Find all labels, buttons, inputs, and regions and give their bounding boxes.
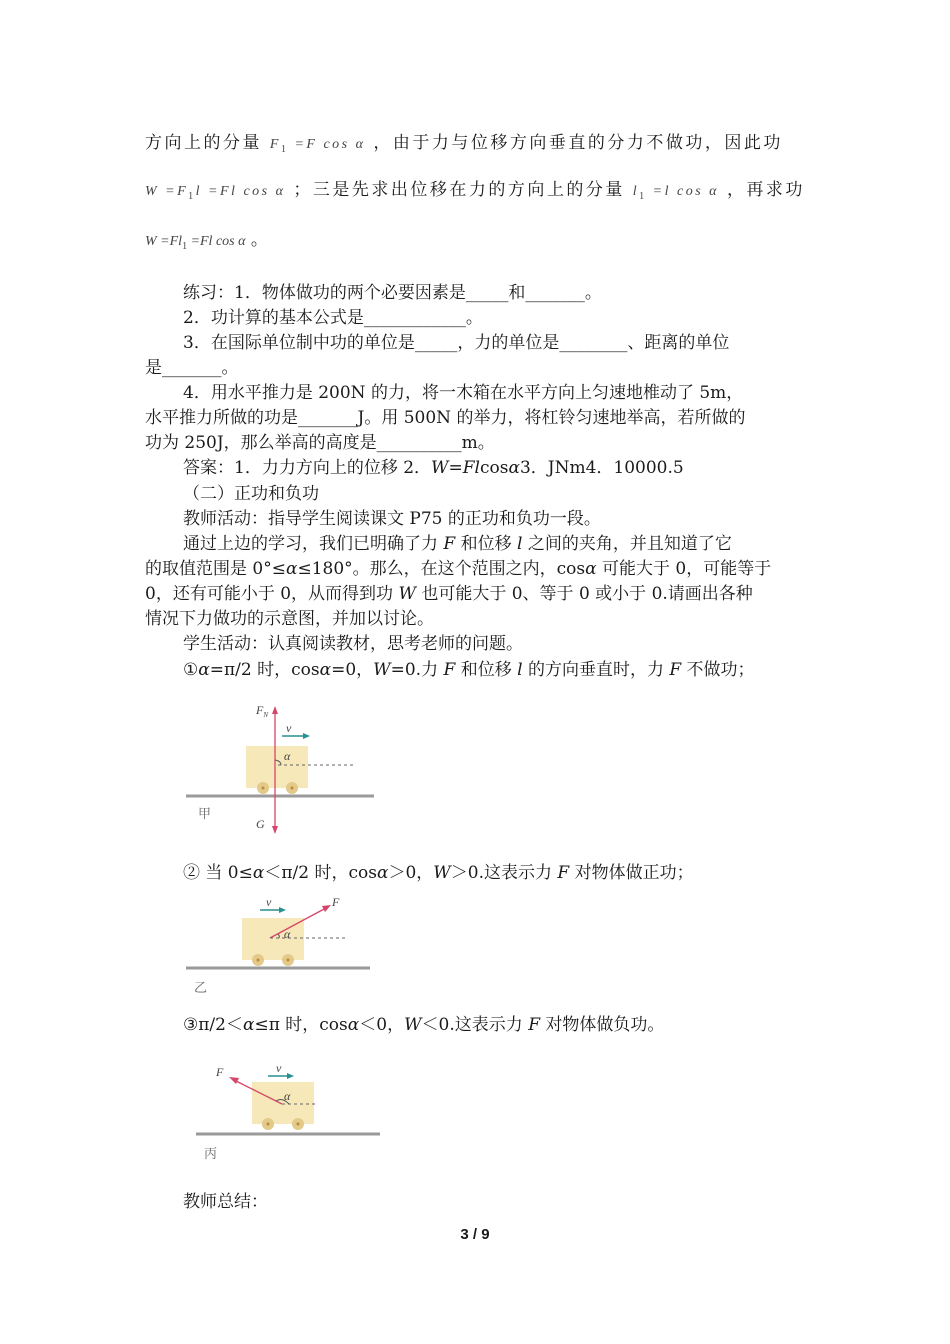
exercise-3b: 是_______。 [145, 358, 239, 378]
label-f: F [332, 895, 340, 909]
figure-perpendicular-force [186, 690, 382, 838]
text: ；三是先求出位移在力的方向上的分量 [293, 180, 625, 200]
paragraph-line-1: 通过上边的学习，我们已明确了力 F 和位移 l 之间的夹角，并且知道了它 [183, 534, 732, 554]
exercise-4b: 水平推力所做的功是_______J。用 500N 的举力，将杠铃匀速地举高，若所做的 [145, 408, 746, 428]
text: 。 [250, 230, 268, 250]
exercise-4a: 4．用水平推力是 200N 的力，将一木箱在水平方向上匀速地椎动了 5m， [183, 383, 744, 403]
text: ，由于力与位移方向垂直的分力不做功，因此功 [373, 133, 783, 153]
exercise-2: 2．功计算的基本公式是____________。 [183, 308, 483, 328]
label-fn: $F_N$ [256, 703, 269, 719]
page-number: 3 / 9 [460, 1226, 490, 1243]
arrow-down-icon [272, 826, 278, 834]
paragraph-line-4: 情况下力做功的示意图，并加以讨论。 [145, 609, 434, 629]
label-v: v [286, 721, 292, 735]
intro-line-3 [145, 228, 805, 259]
answer-line: 答案：1．力力方向上的位移 2．W=Flcosα3．JNm4．10000.5 [183, 458, 684, 478]
cart-body [246, 746, 308, 788]
formula: $W =F_1l =Fl$ cos α [145, 184, 286, 202]
figure-caption: 乙 [194, 981, 208, 996]
figure-caption: 丙 [204, 1147, 218, 1162]
exercise-3a: 3．在国际单位制中功的单位是_____，力的单位是________、距离的单位 [183, 333, 730, 353]
case-1: ①α=π/2 时，cosα=0，W=0.力 F 和位移 l 的方向垂直时，力 F 不做功； [183, 660, 755, 680]
text: ，再求功 [726, 180, 805, 200]
formula: $l_1 =l$ cos α [632, 184, 720, 202]
case-3: ③π/2＜α≤π 时，cosα＜0，W＜0.这表示力 F 对物体做负功。 [183, 1015, 665, 1035]
paragraph-line-3: 0，还有可能小于 0，从而得到功 W 也可能大于 0、等于 0 或小于 0.请画出各种 [145, 584, 753, 604]
label-g: G [256, 817, 265, 831]
exercise-1: 练习：1．物体做功的两个必要因素是_____和_______。 [183, 283, 602, 303]
teacher-activity: 教师活动：指导学生阅读课文 P75 的正功和负功一段。 [183, 509, 601, 529]
intro-line-2 [145, 178, 805, 209]
figure-caption: 甲 [198, 807, 212, 822]
cart-body [252, 1082, 314, 1124]
teacher-summary: 教师总结： [183, 1192, 268, 1212]
figure-negative-work [196, 1054, 386, 1166]
intro-line-1 [145, 131, 805, 162]
formula: $F_1 =F$ cos α [269, 137, 366, 155]
label-alpha: α [284, 927, 291, 941]
label-alpha: α [284, 1089, 291, 1103]
formula: $W =Fl_1 =Fl$ cos α [145, 234, 246, 252]
student-activity: 学生活动：认真阅读教材，思考老师的问题。 [183, 634, 523, 654]
label-v: v [266, 895, 272, 909]
label-f: F [216, 1065, 224, 1079]
label-v: v [276, 1061, 282, 1075]
label-alpha: α [284, 749, 291, 763]
case-2: ② 当 0≤α＜π/2 时，cosα＞0，W＞0.这表示力 F 对物体做正功； [183, 863, 694, 883]
exercise-4c: 功为 250J，那么举高的高度是__________m。 [145, 433, 495, 453]
paragraph-line-2: 的取值范围是 0°≤α≤180°。那么，在这个范围之内，cosα 可能大于 0，可能等于 [145, 559, 772, 579]
section-heading: （二）正功和负功 [183, 484, 319, 504]
figure-positive-work [186, 890, 376, 998]
arrow-up-icon [272, 706, 278, 714]
text: 方向上的分量 [145, 133, 262, 153]
